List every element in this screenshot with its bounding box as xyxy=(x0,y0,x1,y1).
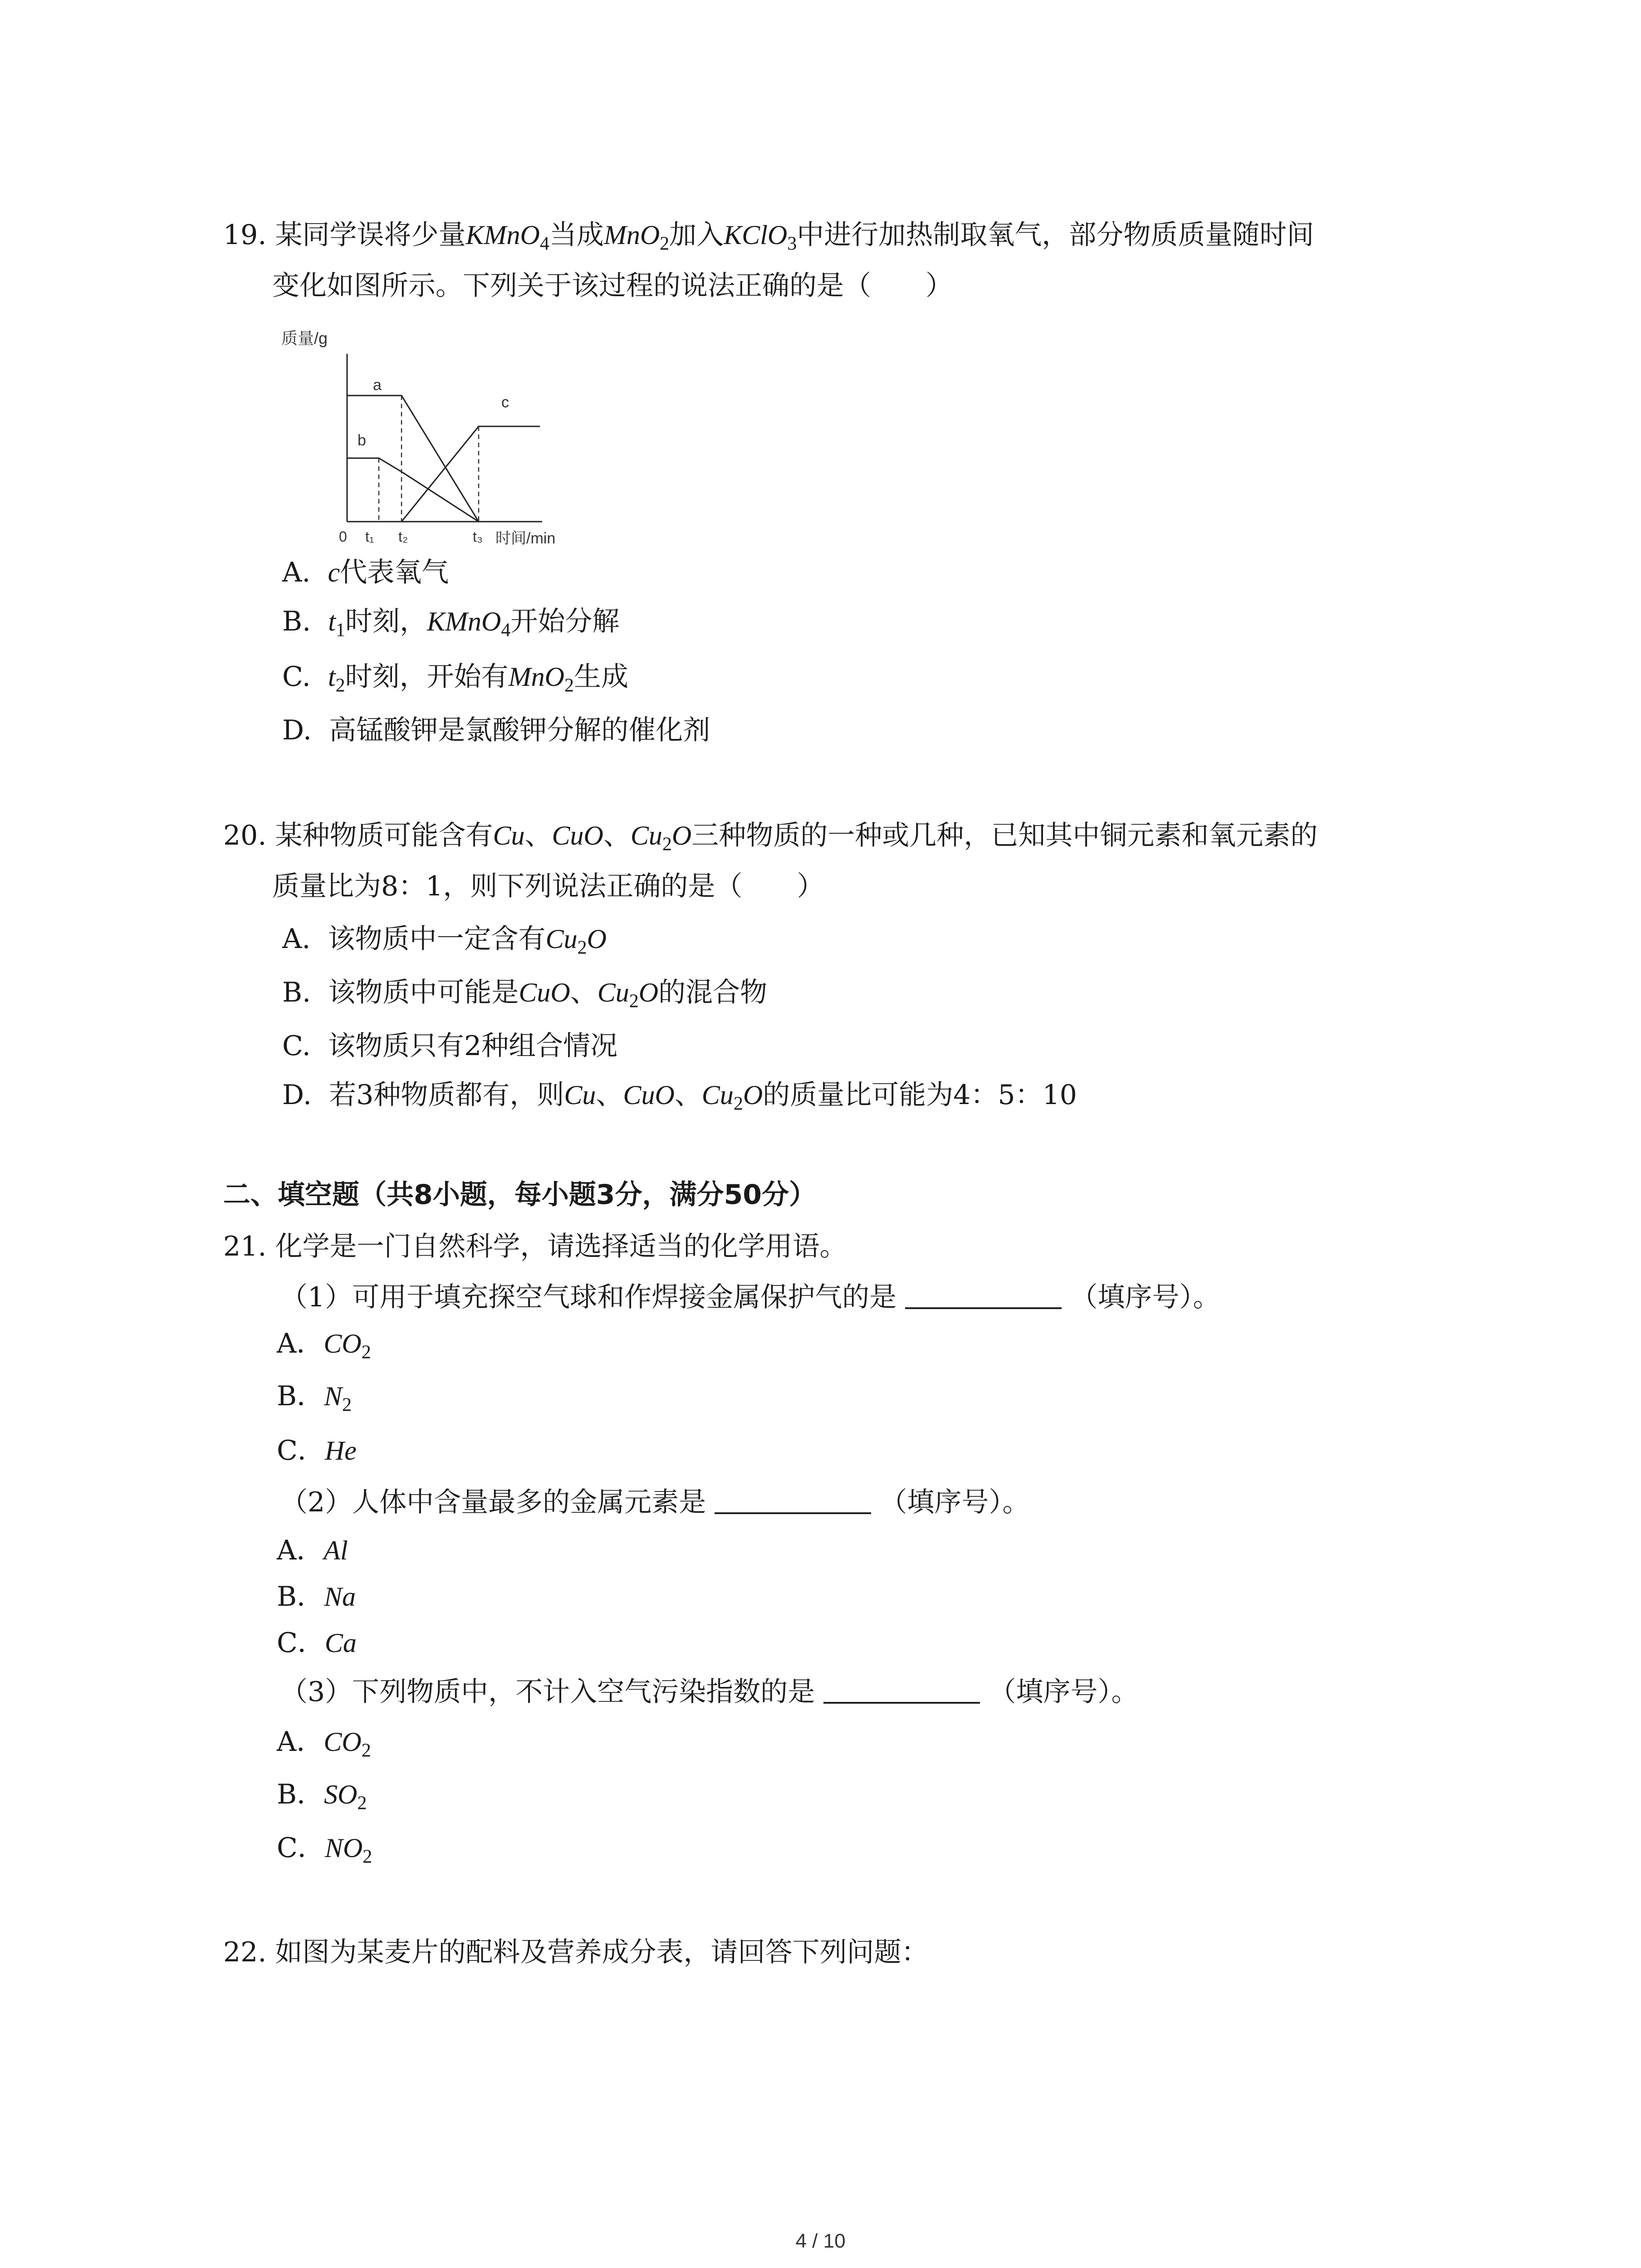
q20-option-c: C. 该物质只有2种组合情况 xyxy=(282,1030,618,1062)
answer-blank-3[interactable] xyxy=(823,1702,980,1704)
q20-option-b: B. 该物质中可能是CuO、$Cu_2O$的混合物 xyxy=(282,977,768,1012)
q21-stem: 21. 化学是一门自然科学，请选择适当的化学用语。 xyxy=(223,1231,847,1262)
q21-part1: （1）可用于填充探空气球和作焊接金属保护气的是 （填序号）。 xyxy=(280,1281,1220,1313)
q21-part2: （2）人体中含量最多的金属元素是 （填序号）。 xyxy=(280,1486,1030,1518)
q19-option-b: B. $t_1$时刻，KMnO$_4$开始分解 xyxy=(282,606,620,641)
page-number: 4 / 10 xyxy=(795,2230,846,2252)
mass-time-chart xyxy=(272,318,563,553)
q19-number: 19. xyxy=(223,219,267,251)
series-c-line xyxy=(347,426,540,522)
q19-option-d: D. 高锰酸钾是氯酸钾分解的催化剂 xyxy=(282,714,710,746)
chart-xtick-0: 0 xyxy=(339,528,347,545)
q20-line2: 质量比为8：1，则下列说法正确的是（ ） xyxy=(272,870,824,902)
chart-xtick-3: t₃ xyxy=(473,528,483,545)
q22-stem: 22. 如图为某麦片的配料及营养成分表，请回答下列问题： xyxy=(223,1936,929,1968)
answer-blank-1[interactable] xyxy=(905,1307,1062,1309)
q21-p3-option-a: A．$CO_2$ xyxy=(277,1726,371,1761)
q21-p2-option-c: C．Ca xyxy=(277,1627,357,1659)
chart-xtick-2: t₂ xyxy=(398,528,408,545)
chart-xlabel: 时间/min xyxy=(495,530,556,547)
q21-p3-option-c: C．$NO_2$ xyxy=(277,1832,372,1867)
q22-number: 22. xyxy=(223,1936,267,1968)
q21-p1-option-b: B．$N_2$ xyxy=(277,1380,352,1416)
chart-ylabel: 质量/g xyxy=(281,329,328,347)
q19-option-c: C. $t_2$时刻，开始有MnO$_2$生成 xyxy=(282,661,628,696)
q21-p1-option-c: C．He xyxy=(277,1435,357,1466)
q19-line2: 变化如图所示。下列关于该过程的说法正确的是（ ） xyxy=(272,270,953,302)
q21-p1-option-a: A．$CO_2$ xyxy=(277,1328,371,1363)
chart-xtick-1: t₁ xyxy=(365,528,374,545)
q19-option-a: A. c代表氧气 xyxy=(282,557,449,588)
q19-line1: 19. 某同学误将少量KMnO$_4$当成MnO$_2$加入KClO$_3$中进行加热制取氧气，部分物质质量随时间 xyxy=(223,219,1314,254)
q20-line1: 20. 某种物质可能含有Cu、CuO、$Cu_2O$三种物质的一种或几种，已知其中铜元素和氧元素的 xyxy=(223,820,1318,855)
q20-option-d: D. 若3种物质都有，则Cu、CuO、$Cu_2O$的质量比可能为4：5：10 xyxy=(282,1079,1077,1114)
q20-option-a: A. 该物质中一定含有$Cu_2O$ xyxy=(282,923,607,958)
series-label-a: a xyxy=(373,376,382,394)
series-label-c: c xyxy=(501,394,509,411)
section-heading: 二、填空题（共8小题，每小题3分，满分50分） xyxy=(223,1179,816,1211)
answer-blank-2[interactable] xyxy=(715,1512,871,1514)
q21-p3-option-b: B．$SO_2$ xyxy=(277,1779,367,1814)
q21-number: 21. xyxy=(223,1231,267,1262)
q21-part3: （3）下列物质中，不计入空气污染指数的是 （填序号）。 xyxy=(280,1676,1139,1708)
q20-number: 20. xyxy=(223,820,267,851)
series-label-b: b xyxy=(358,432,366,449)
q21-p2-option-a: A．Al xyxy=(277,1535,348,1566)
q21-p2-option-b: B．Na xyxy=(277,1581,356,1613)
